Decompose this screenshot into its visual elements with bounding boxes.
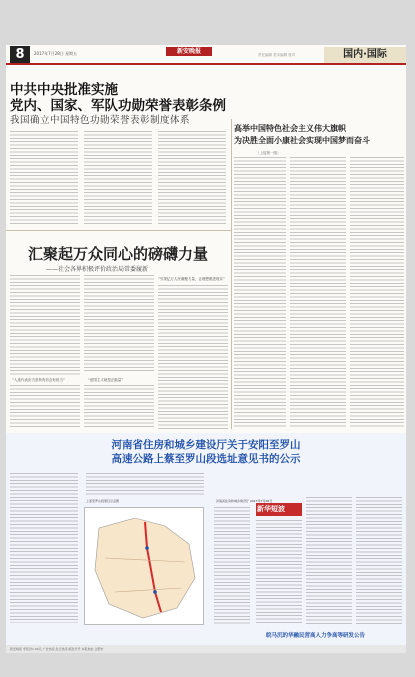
bottom-notice-title: 皖马沉的华融民营高人力争高等研发公告: [266, 633, 366, 639]
right-body-col2: [290, 157, 346, 429]
right-headline-line2: 为决胜全面小康社会实现中国梦而奋斗: [234, 135, 370, 145]
lead-headline-line2: 党内、国家、军队功勋荣誉表彰条例: [10, 98, 226, 114]
brief-body-col1: [256, 520, 302, 625]
lead-headline-line1: 中共中央批准实施: [10, 82, 118, 98]
right-byline: （上接第一版）: [256, 151, 281, 155]
brief-body-col3: [356, 497, 402, 625]
page-number: 8: [10, 46, 30, 63]
feature-headline: 汇聚起万众同心的磅礴力量: [28, 245, 209, 263]
route-map-drawing: [85, 508, 204, 625]
editor-credits: 责任编辑 美术编辑 校对: [258, 53, 296, 57]
map-note: 河南省住房和城乡建设厅 2017年7月28日: [216, 499, 273, 503]
section-label: 国内·国际: [324, 47, 406, 63]
map-title: 上蔡至罗山段项目示意图: [86, 499, 120, 503]
xinhua-brief-label: 新华短波: [257, 505, 285, 513]
feature-body-col2b: [84, 385, 154, 429]
right-headline-line1: 高举中国特色社会主义伟大旗帜: [234, 123, 346, 133]
feature-body-col2a: [84, 275, 154, 373]
route-map: [84, 507, 204, 625]
notice-headline-line2: 高速公路上蔡至罗山段选址意见书的公示: [111, 453, 301, 465]
right-body-col3: [350, 157, 404, 429]
feature-quote-3: “爱国主义就是正能量”: [88, 378, 124, 382]
column-divider: [231, 119, 232, 429]
lead-body-col3: [158, 131, 226, 226]
feature-body-col1a: [10, 275, 80, 375]
page-footer: 新安晚报 零售价1.00元 广告热线 发行热线 邮发代号 本报地址 合肥市: [6, 645, 406, 653]
feature-quote-1: “引领亿万人民凝聚力量，让理想照进现实”: [158, 277, 225, 281]
section-divider: [6, 230, 231, 231]
newspaper-page: [6, 45, 406, 645]
right-body-col1: [234, 157, 286, 429]
feature-body-col3: [158, 285, 228, 429]
city-marker: [153, 590, 157, 594]
notice-headline-line1: 河南省住房和城乡建设厅关于安阳至罗山: [111, 439, 301, 451]
feature-quote-2: “入选代表应当坚持有信念有担当”: [12, 378, 65, 382]
notice-body-col2: [86, 473, 204, 495]
lead-body-col2: [84, 131, 152, 226]
feature-subheadline: ——社会各界积极评价政治局常委履新: [46, 266, 149, 273]
city-marker: [145, 546, 149, 550]
page-header: [6, 45, 406, 65]
feature-body-col1b: [10, 385, 80, 429]
lead-subheadline: 我国确立中国特色功勋荣誉表彰制度体系: [10, 115, 191, 126]
brief-body-col2: [306, 497, 352, 625]
notice-body-col3: [214, 507, 250, 625]
issue-date: 2017年7月28日 星期五: [34, 51, 78, 56]
masthead-logo: 新安晚报: [166, 47, 212, 56]
notice-body-col1: [10, 473, 78, 623]
lead-body-col1: [10, 131, 78, 226]
